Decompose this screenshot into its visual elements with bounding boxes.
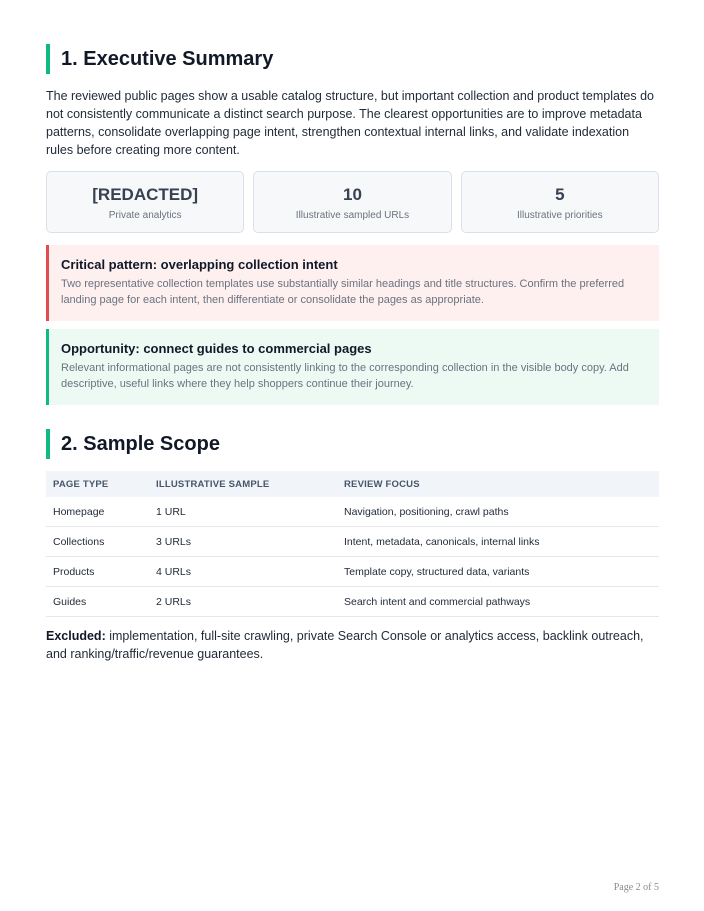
stat-value: [REDACTED] — [92, 185, 199, 204]
callout-title: Critical pattern: overlapping collection intent — [61, 257, 338, 272]
stat-label: Illustrative priorities — [517, 210, 603, 221]
table-cell: Guides — [46, 587, 149, 617]
table-row — [46, 557, 659, 587]
table-cell: 4 URLs — [149, 557, 337, 587]
table-cell: Collections — [46, 527, 149, 557]
table-cell: Template copy, structured data, variants — [337, 557, 659, 587]
table-row — [46, 587, 659, 617]
callout-body: Relevant informational pages are not consistently linking to the corresponding collection in the visible body copy. Add descriptive, useful links where they help shoppers continue their journey. — [61, 362, 629, 390]
table-cell: Search intent and commercial pathways — [337, 587, 659, 617]
table-cell: Intent, metadata, canonicals, internal links — [337, 527, 659, 557]
stat-value: 10 — [343, 185, 362, 204]
table-header-row — [46, 471, 659, 497]
stat-card-priorities — [461, 171, 659, 233]
excluded-note — [46, 627, 659, 663]
report-page — [46, 44, 659, 676]
excluded-text: implementation, full-site crawling, private Search Console or analytics access, backlink outreach, and ranking/traffic/revenue guarantees. — [46, 629, 644, 661]
section-heading-executive-summary: 1. Executive Summary — [46, 44, 659, 74]
stats-row — [46, 171, 659, 233]
page-number: Page 2 of 5 — [613, 882, 659, 893]
table-cell: Products — [46, 557, 149, 587]
callout-title: Opportunity: connect guides to commercial pages — [61, 341, 372, 356]
table-cell: Homepage — [46, 497, 149, 527]
table-cell: 1 URL — [149, 497, 337, 527]
stat-label: Private analytics — [108, 210, 182, 221]
callout-body: Two representative collection templates use substantially similar headings and title structures. Confirm the preferred landing page for each intent, then differentiate or consolidate the pages as appropriate. — [61, 278, 625, 306]
table-cell: Navigation, positioning, crawl paths — [337, 497, 659, 527]
sample-scope-table — [46, 471, 659, 617]
column-header-review-focus: REVIEW FOCUS — [337, 471, 659, 497]
excluded-label: Excluded: — [46, 629, 106, 643]
table-row — [46, 497, 659, 527]
table-cell: 3 URLs — [149, 527, 337, 557]
column-header-illustrative-sample: ILLUSTRATIVE SAMPLE — [149, 471, 337, 497]
opportunity-callout — [46, 329, 659, 405]
critical-callout — [46, 245, 659, 321]
column-header-page-type: PAGE TYPE — [46, 471, 149, 497]
section-heading-sample-scope: 2. Sample Scope — [46, 429, 659, 459]
summary-paragraph: The reviewed public pages show a usable catalog structure, but important collection and product templates do not consistently communicate a distinct search purpose. The clearest opportunities are to improve metadata patterns, consolidate overlapping page intent, strengthen contextual internal links, and validate indexation rules before creating more content. — [46, 89, 654, 157]
stat-label: Illustrative sampled URLs — [295, 210, 410, 221]
stat-card-sampled-urls — [253, 171, 451, 233]
table-cell: 2 URLs — [149, 587, 337, 617]
stat-card-analytics — [46, 171, 244, 233]
stat-value: 5 — [555, 185, 565, 204]
table-row — [46, 527, 659, 557]
